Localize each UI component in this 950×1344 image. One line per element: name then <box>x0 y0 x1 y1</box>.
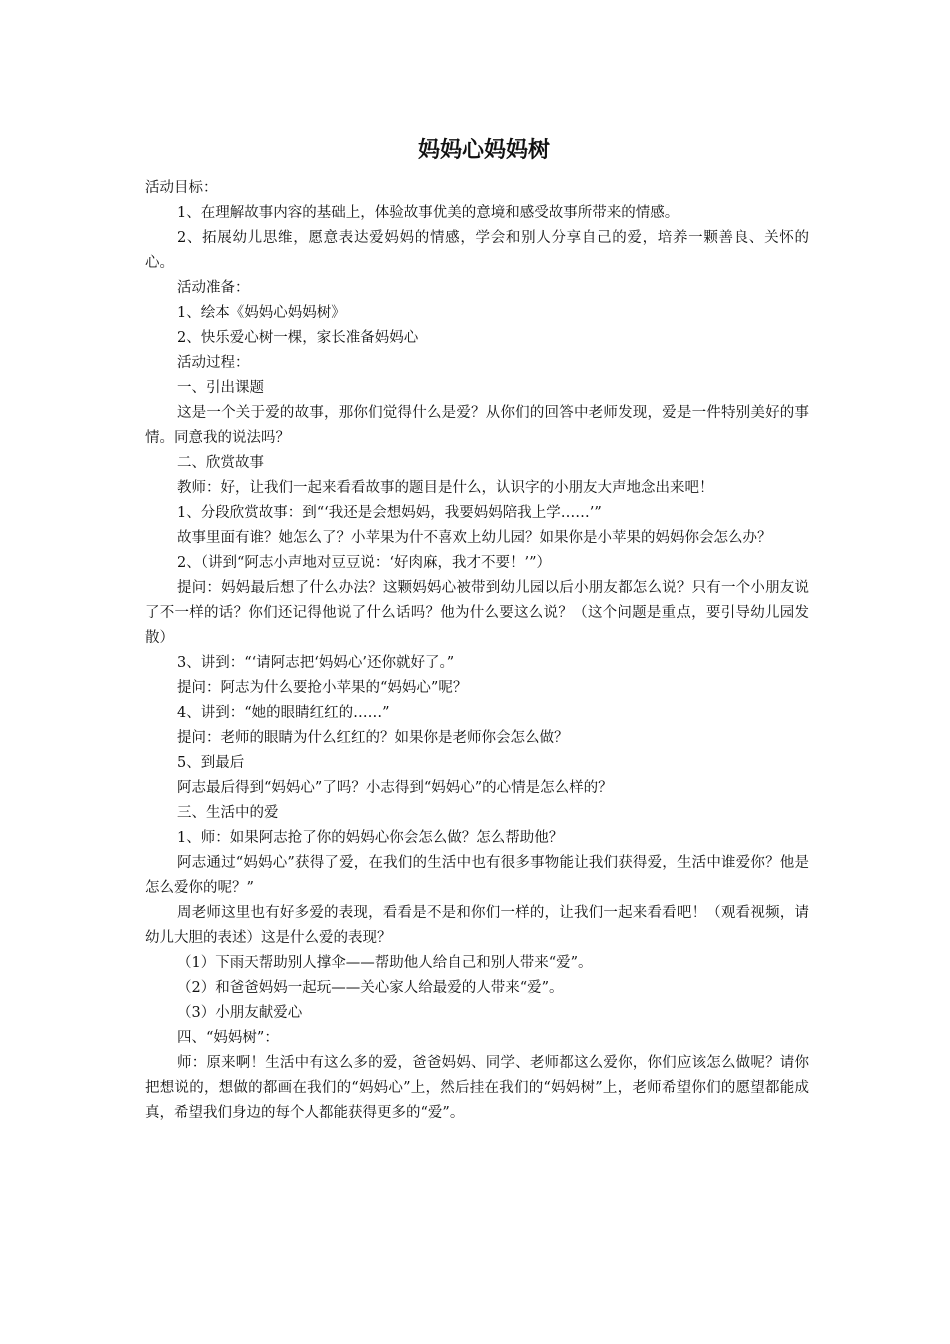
paragraph: 阿志最后得到“妈妈心”了吗？小志得到“妈妈心”的心情是怎么样的？ <box>177 780 613 796</box>
paragraph: 活动准备： <box>177 280 250 296</box>
paragraph: 1、在理解故事内容的基础上，体验故事优美的意境和感受故事所带来的情感。 <box>177 205 680 221</box>
paragraph: （2）和爸爸妈妈一起玩——关心家人给最爱的人带来“爱”。 <box>177 980 564 996</box>
paragraph: （1）下雨天帮助别人撑伞——帮助他人给自己和别人带来“爱”。 <box>177 955 593 971</box>
paragraph: （3）小朋友献爱心 <box>177 1005 303 1021</box>
paragraph: 故事里面有谁？她怎么了？小苹果为什不喜欢上幼儿园？如果你是小苹果的妈妈你会怎么办？ <box>177 530 772 546</box>
paragraph: 一、引出课题 <box>177 380 264 396</box>
paragraph: 阿志通过“妈妈心”获得了爱，在我们的生活中也有很多事物能让我们获得爱，生活中谁爱你？他是怎么爱你的呢？” <box>145 855 809 896</box>
paragraph: 二、欣赏故事 <box>177 455 264 471</box>
paragraph: 师：原来啊！生活中有这么多的爱，爸爸妈妈、同学、老师都这么爱你，你们应该怎么做呢？请你把想说的，想做的都画在我们的“妈妈心”上，然后挂在我们的“妈妈树”上，老师希望你们的愿望都能成真，希望我们身边的每个人都能获得更多的“爱”。 <box>145 1055 809 1121</box>
paragraph: 3、讲到：“‘请阿志把‘妈妈心’还你就好了。” <box>177 655 455 671</box>
document-body <box>145 176 809 1126</box>
document-title: 妈妈心妈妈树 <box>417 137 550 163</box>
paragraph: 5、到最后 <box>177 755 245 771</box>
paragraph: 活动目标： <box>145 180 218 196</box>
paragraph: 提问：阿志为什么要抢小苹果的“妈妈心”呢？ <box>177 680 468 696</box>
paragraph: 1、师：如果阿志抢了你的妈妈心你会怎么做？怎么帮助他？ <box>177 830 564 846</box>
paragraph: 1、分段欣赏故事：到“‘我还是会想妈妈，我要妈妈陪我上学……’” <box>177 505 602 521</box>
paragraph: 教师：好，让我们一起来看看故事的题目是什么，认识字的小朋友大声地念出来吧！ <box>177 480 714 496</box>
paragraph: 这是一个关于爱的故事，那你们觉得什么是爱？从你们的回答中老师发现，爱是一件特别美好的事情。同意我的说法吗？ <box>145 405 809 446</box>
paragraph: 活动过程： <box>177 355 250 371</box>
paragraph: 2、快乐爱心树一棵，家长准备妈妈心 <box>177 330 419 346</box>
paragraph: 2、拓展幼儿思维，愿意表达爱妈妈的情感，学会和别人分享自己的爱，培养一颗善良、关怀的心。 <box>145 230 809 271</box>
paragraph: 提问：妈妈最后想了什么办法？这颗妈妈心被带到幼儿园以后小朋友都怎么说？只有一个小朋友说了不一样的话？你们还记得他说了什么话吗？他为什么要这么说？（这个问题是重点，要引导幼儿园发散） <box>145 580 809 646</box>
paragraph: 四、“妈妈树”： <box>177 1030 279 1046</box>
paragraph: 提问：老师的眼睛为什么红红的？如果你是老师你会怎么做？ <box>177 730 569 746</box>
document-page <box>145 134 809 1126</box>
paragraph: 1、绘本《妈妈心妈妈树》 <box>177 305 346 321</box>
paragraph: 4、讲到：“她的眼睛红红的……” <box>177 705 390 721</box>
paragraph: 三、生活中的爱 <box>177 805 279 821</box>
paragraph: 周老师这里也有好多爱的表现，看看是不是和你们一样的，让我们一起来看看吧！（观看视频，请幼儿大胆的表述）这是什么爱的表现？ <box>145 905 809 946</box>
paragraph: 2、（讲到“阿志小声地对豆豆说：‘好肉麻，我才不要！’”） <box>177 555 552 571</box>
